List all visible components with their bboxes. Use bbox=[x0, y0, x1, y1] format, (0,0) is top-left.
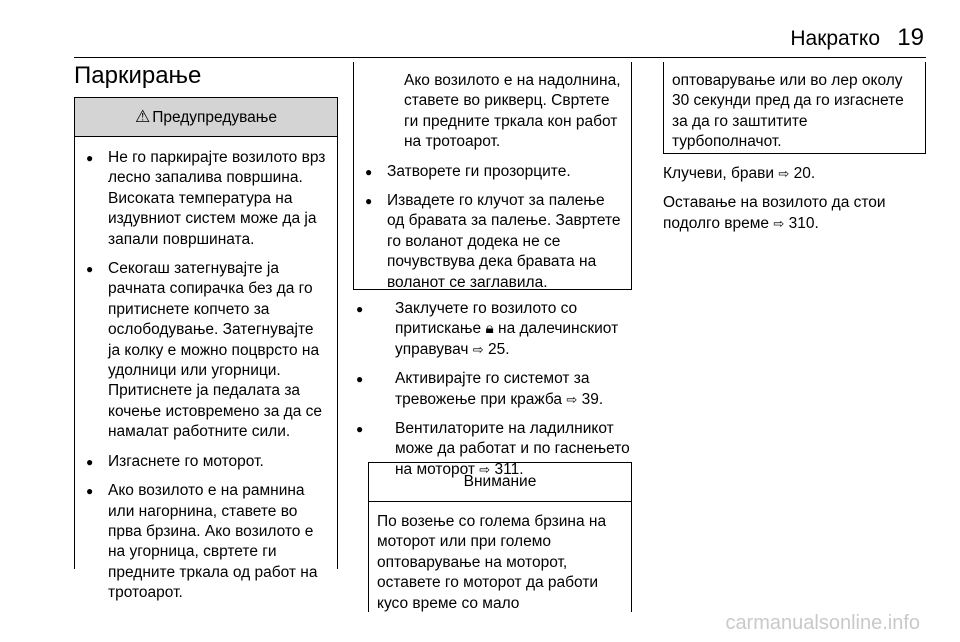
cross-reference: Клучеви, брави ⇨ 20. bbox=[663, 165, 816, 182]
lock-icon: 🔒︎ bbox=[485, 320, 494, 338]
warning-box-header bbox=[75, 98, 337, 137]
section-title: Паркирање bbox=[74, 62, 202, 89]
reference-arrow-icon: ⇨ bbox=[479, 461, 491, 477]
parking-steps-list bbox=[353, 299, 638, 480]
page-reference[interactable]: 20. bbox=[793, 165, 816, 182]
caution-box-header: Внимание bbox=[369, 463, 631, 502]
caution-continued-text: оптоварување или во лер околу 30 секунди пред да го изгаснете за да го заштитите турбополначот. bbox=[672, 72, 904, 151]
warning-continued-list bbox=[362, 162, 623, 293]
watermark: carmanualsonline.info bbox=[725, 612, 920, 634]
page-reference[interactable]: 311. bbox=[494, 460, 524, 478]
warning-box-continued bbox=[353, 62, 632, 290]
column-3-body bbox=[663, 164, 926, 243]
caution-text: По возење со голема брзина на моторот или при големо оптоварување на моторот, оставете го моторот да работи кусо време со мало bbox=[377, 513, 607, 612]
caution-box bbox=[368, 462, 632, 612]
list-item: ● Активирајте го системот за тревожење при кражба ⇨ 39. bbox=[353, 369, 638, 410]
caution-box-continued bbox=[663, 62, 926, 154]
list-item: ● Изгаснете го моторот. bbox=[83, 452, 329, 472]
header-rule bbox=[74, 57, 926, 58]
warning-triangle-icon: ⚠ bbox=[134, 107, 151, 126]
page-reference[interactable]: 25. bbox=[487, 340, 510, 358]
list-item: ● Затворете ги прозорците. bbox=[362, 162, 623, 182]
list-item: ● Секогаш затегнувајте ја рачната сопирачка без да го притиснете копчето за ослободување. Затегнувајте ја колку е можно поцврсто на удолници или угорници. Притиснете ја педалата за кочење истовремено за да се намалат работните сили. bbox=[83, 259, 329, 443]
reference-arrow-icon: ⇨ bbox=[773, 215, 785, 231]
list-item: ● Вентилаторите на ладилникот може да работат и по гаснењето на моторот ⇨ 311. bbox=[353, 419, 638, 480]
warning-list bbox=[83, 148, 329, 604]
list-item: ● Ако возилото е на рамнина или нагорнина, ставете во прва брзина. Ако возилото е на угорница, свртете ги предните тркала од работ на тротоарот. bbox=[83, 481, 329, 603]
warning-label: Предупредување bbox=[152, 109, 278, 126]
reference-arrow-icon: ⇨ bbox=[472, 341, 484, 357]
page-number: 19 bbox=[897, 24, 924, 51]
page-reference[interactable]: 310. bbox=[788, 214, 819, 232]
reference-arrow-icon: ⇨ bbox=[566, 391, 578, 407]
cross-reference: Оставање на возилото да стои подолго време ⇨ 310. bbox=[663, 194, 886, 232]
list-item: ● Не го паркирајте возилото врз лесно запалива површина. Високата температура на издувниот систем може да ја запали површината. bbox=[83, 148, 329, 250]
running-header-title: Накратко bbox=[790, 27, 880, 50]
warning-continued-text: Ако возилото е на надолнина, ставете во рикверц. Свртете ги предните тркала кон работ на тротоарот. bbox=[404, 72, 621, 151]
list-item: ● Заклучете го возилото со притискање 🔒︎ на далечинскиот управувач ⇨ 25. bbox=[353, 299, 638, 360]
reference-arrow-icon: ⇨ bbox=[778, 166, 790, 181]
column-2-body bbox=[353, 299, 638, 489]
warning-box bbox=[74, 97, 338, 602]
page-reference[interactable]: 39. bbox=[581, 390, 604, 408]
list-item: ● Извадете го клучот за палење од бравата за палење. Завртете го воланот додека не се почувствува дека бравата на воланот се заглавила. bbox=[362, 191, 623, 293]
